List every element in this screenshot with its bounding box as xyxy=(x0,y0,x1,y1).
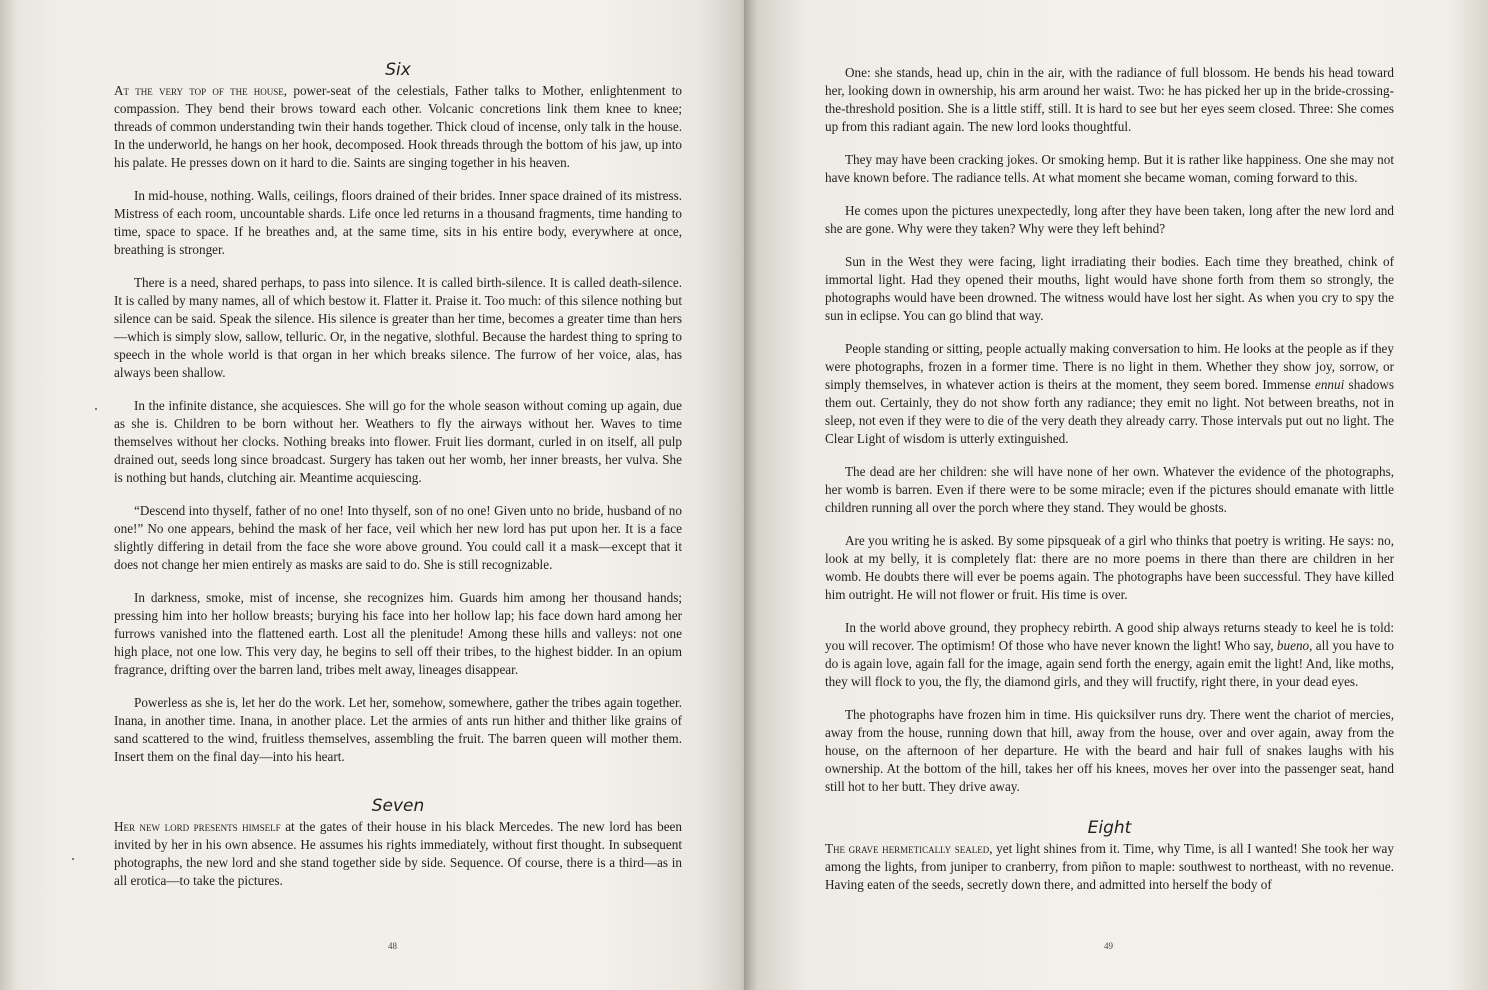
chapter-lead-in: Her new lord presents himself xyxy=(114,819,281,834)
paragraph: The dead are her children: she will have none of her own. Whatever the evidence of the photographs, her womb is barren. Even if there were to be some miracle; even if the pictures should emanate with little children running all over the porch where they stand. They would be ghosts. xyxy=(825,464,1394,515)
page-number: 48 xyxy=(388,941,397,951)
paragraph: At the very top of the house, power-seat of the celestials, Father talks to Mother, enlightenment to compassion. They bend their brows toward each other. Volcanic concretions link them knee to knee; threads of common understanding twin their hands together. Thick cloud of incense, only talk in the house. In the underworld, he hangs on her hook, decomposed. Hook threads through the bottom of his jaw, up into his palate. He presses down on it hard to die. Saints are singing together in his heaven. xyxy=(114,83,682,170)
chapter-lead-in: At the very top of the house, xyxy=(114,83,288,98)
paragraph: Sun in the West they were facing, light irradiating their bodies. Each time they breathed, chink of immortal light. Had they opened their mouths, light would have shone forth from them so strongly, the photographs would have been drowned. The witness would have lost her sight. As when you cry to spy the sun in eclipse. You can go blind that way. xyxy=(825,254,1394,323)
left-page-text xyxy=(114,60,682,905)
paragraph: There is a need, shared perhaps, to pass into silence. It is called birth-silence. It is called death-silence. It is called by many names, all of which bestow it. Flatter it. Praise it. Too much: of this silence nothing but silence can be said. Speak the silence. His silence is greater than her time, becomes a greater time than hers—which is simply slow, sallow, telluric. Or, in the negative, slothful. Because the hardest thing to spring to speech in the whole world is that organ in her which breaks silence. The furrow of her voice, alas, has always been shallow. xyxy=(114,275,682,380)
paragraph: Her new lord presents himself at the gates of their house in his black Mercedes. The new lord has been invited by her in his own absence. He assumes his rights immediately, without first thought. In subsequent photographs, the new lord and she stand together side by side. Sequence. Of course, there is a third—as in all erotica—to take the pictures. xyxy=(114,819,682,888)
paragraph: In mid-house, nothing. Walls, ceilings, floors drained of their brides. Inner space drained of its mistress. Mistress of each room, uncountable shards. Life once led returns in a thousand fragments, time handing to time, space to space. If he breathes and, at the same time, sits in his entire body, everywhere at once, breathing is stronger. xyxy=(114,188,682,257)
paragraph: In darkness, smoke, mist of incense, she recognizes him. Guards him among her thousand hands; pressing him into her hollow breasts; burying his face into her hollow lap; his face down hard among her furrows vanished into the flattened earth. Lost all the plenitude! Among these hills and valleys: not one high place, not one low. This very day, he begins to sell off their tribes, to the highest bidder. In an opium fragrance, drifting over the barren land, tribes melt away, lineages disappear. xyxy=(114,590,682,677)
paragraph: Are you writing he is asked. By some pipsqueak of a girl who thinks that poetry is writing. He says: no, look at my belly, it is completely flat: there are no more poems in there than there are children in her womb. He doubts there will ever be poems again. The photographs have been successful. They have killed him outright. He will not flower or fruit. His time is over. xyxy=(825,533,1394,602)
paragraph: The grave hermetically sealed, yet light shines from it. Time, why Time, is all I wanted! She took her way among the lights, from juniper to cranberry, from piñon to maple: southwest to northeast, with no revenue. Having eaten of the seeds, secretly down there, and admitted into herself the body of xyxy=(825,841,1394,892)
paragraph: “Descend into thyself, father of no one! Into thyself, son of no one! Given unto no bride, husband of no one!” No one appears, behind the mask of her face, veil which her new lord has put upon her. It is a face slightly differing in detail from the face she wore above ground. You could call it a mask—except that it does not change her mien entirely as masks are said to do. She is still recognizable. xyxy=(114,503,682,572)
paragraph: They may have been cracking jokes. Or smoking hemp. But it is rather like happiness. One she may not have known before. The radiance tells. At what moment she became woman, coming forward to this. xyxy=(825,152,1394,185)
margin-mark xyxy=(72,858,74,860)
paragraph: The photographs have frozen him in time. His quicksilver runs dry. There went the chariot of mercies, away from the house, running down that hill, away from the house, over and over again, away from the house, on the afternoon of her departure. He with the beard and hair full of snakes laughs with his ownership. At the bottom of the hill, takes her off his knees, moves her over into the passenger seat, hand still hot to her butt. They drive away. xyxy=(825,707,1394,794)
chapter-title-six: Six xyxy=(385,60,411,80)
chapter-title-eight: Eight xyxy=(1087,818,1132,838)
paragraph: One: she stands, head up, chin in the air, with the radiance of full blossom. He bends his head toward her, looking down in ownership, his arm around her waist. Two: he has picked her up in the bride-crossing-the-threshold position. She is a little stiff, still. It is hard to see but her eyes seem closed. Three: She comes up from this radiant again. The new lord looks thoughtful. xyxy=(825,65,1394,134)
right-page-text xyxy=(825,64,1394,909)
paragraph: In the world above ground, they prophecy rebirth. A good ship always returns steady to keel he is told: you will recover. The optimism! Of those who have never known the light! Who say, bueno, all you have to do is again love, again fall for the image, again send forth the energy, again emit the light! And, like moths, they will flock to you, the fly, the diamond girls, and they will fructify, right there, in your dead eyes. xyxy=(825,620,1394,689)
chapter-lead-in: The grave hermetically sealed, xyxy=(825,841,993,856)
paragraph: He comes upon the pictures unexpectedly, long after they have been taken, long after the new lord and she are gone. Why were they taken? Why were they left behind? xyxy=(825,203,1394,236)
paragraph: People standing or sitting, people actually making conversation to him. He looks at the people as if they were photographs, frozen in a former time. There is no light in them. Whether they show joy, sorrow, or simply themselves, in whatever action is theirs at the moment, they seem bored. Immense ennui shadows them out. Certainly, they do not show forth any radiance; they emit no light. Not between breaths, not in sleep, not even if they were to die of the very death they already carry. Those intervals put out no light. The Clear Light of wisdom is utterly extinguished. xyxy=(825,341,1394,446)
chapter-title-seven: Seven xyxy=(371,796,425,816)
paragraph: Powerless as she is, let her do the work. Let her, somehow, somewhere, gather the tribes again together. Inana, in another time. Inana, in another place. Let the armies of ants run hither and thither like grains of sand scattered to the wind, fruitless themselves, assembling the fruit. The barren queen will mother them. Insert them on the final day—into his heart. xyxy=(114,695,682,764)
page-number: 49 xyxy=(1104,941,1113,951)
book-gutter xyxy=(744,0,752,990)
margin-mark xyxy=(95,408,97,410)
right-page xyxy=(748,0,1488,990)
paragraph: In the infinite distance, she acquiesces. She will go for the whole season without coming up again, due as she is. Children to be born without her. Weathers to fly the airways without her. Waves to time themselves without her clocks. Nothing breaks into flower. Fruit lies dormant, curled in on itself, all pulp drained out, seeds long since broadcast. Surgery has taken out her womb, her inner breasts, her vulva. She is nothing but hands, clutching air. Meantime acquiescing. xyxy=(114,398,682,485)
